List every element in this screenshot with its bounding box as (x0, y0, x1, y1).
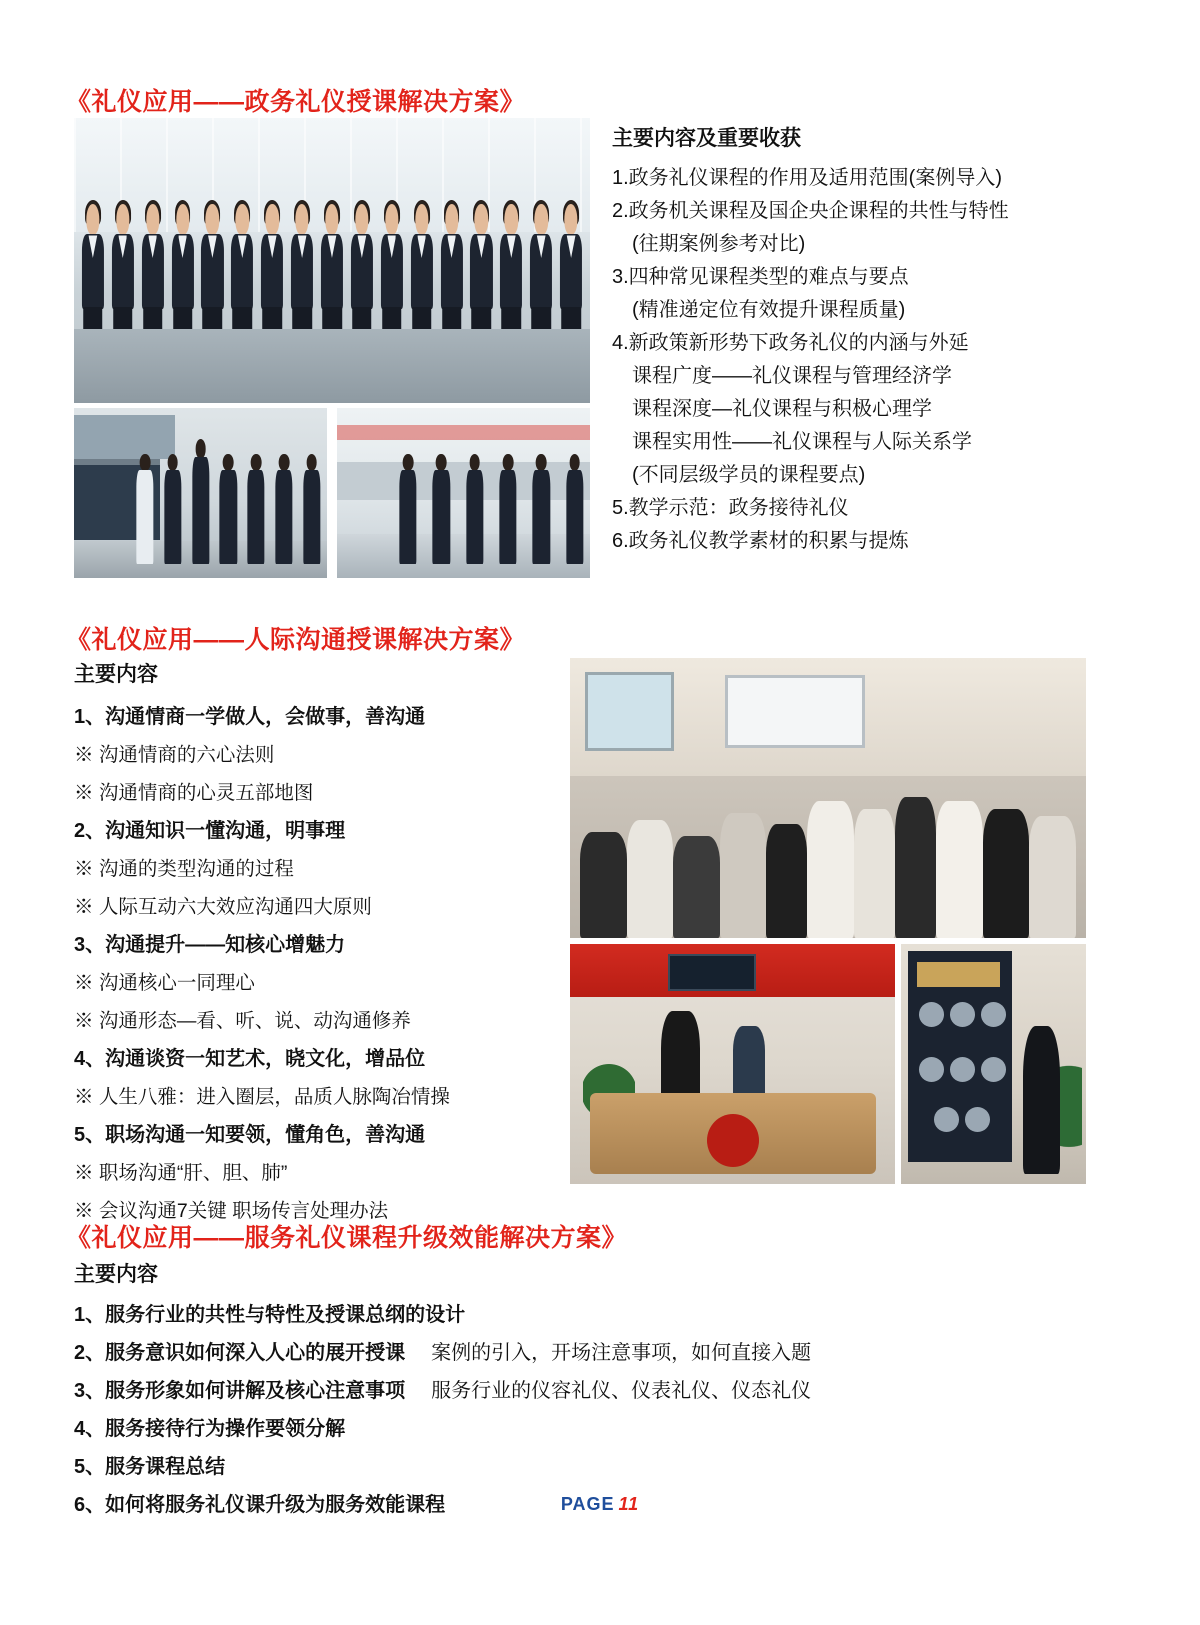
footer-label: PAGE (560, 1494, 615, 1514)
list-item: 4、沟通谈资一知艺术，晓文化，增品位 (74, 1048, 426, 1070)
list-item: ※ 沟通形态—看、听、说、动沟通修养 (74, 1010, 411, 1032)
page-footer (0, 1494, 1200, 1515)
section2-content (74, 658, 554, 1230)
list-item: ※ 沟通核心一同理心 (74, 972, 255, 994)
list-item (74, 1372, 1074, 1410)
list-item: 课程广度——礼仪课程与管理经济学 (632, 365, 952, 387)
list-item: 2、沟通知识一懂沟通，明事理 (74, 820, 346, 842)
list-item-note: 服务行业的仪容礼仪、仪表礼仪、仪态礼仪 (431, 1380, 812, 1402)
list-item: ※ 沟通情商的六心法则 (74, 744, 275, 766)
photo-constitution-promotion-service-desk (570, 944, 895, 1184)
photo-service-counter-lineup (74, 408, 327, 578)
section-title-service-etiquette: 《礼仪应用——服务礼仪课程升级效能解决方案》 (66, 1224, 628, 1252)
section3-content (74, 1258, 1074, 1524)
list-item: (往期案例参考对比) (632, 233, 806, 255)
list-item: 3、沟通提升——知核心增魅力 (74, 934, 346, 956)
section2-content-heading: 主要内容 (74, 663, 158, 686)
section-title-government-etiquette: 《礼仪应用——政务礼仪授课解决方案》 (66, 88, 526, 116)
photo-guest-speaker-poster-board (901, 944, 1086, 1184)
page-number: 11 (618, 1494, 640, 1514)
list-item-main: 2、服务意识如何深入人心的展开授课 (74, 1342, 406, 1364)
list-item (74, 1296, 1074, 1334)
list-item (74, 1410, 1074, 1448)
list-item-note: 案例的引入，开场注意事项，如何直接入题 (431, 1342, 812, 1364)
list-item: 5.教学示范：政务接待礼仪 (612, 497, 849, 519)
list-item: (精准递定位有效提升课程质量) (632, 299, 906, 321)
section1-content-heading: 主要内容及重要收获 (612, 127, 801, 150)
list-item: 1、沟通情商一学做人，会做事，善沟通 (74, 706, 426, 728)
list-item: (不同层级学员的课程要点) (632, 464, 866, 486)
list-item-main: 3、服务形象如何讲解及核心注意事项 (74, 1380, 406, 1402)
photo-hospital-lobby-staff-lineup (337, 408, 590, 578)
list-item-main: 4、服务接待行为操作要领分解 (74, 1418, 346, 1440)
list-item: 2.政务机关课程及国企央企课程的共性与特性 (612, 200, 1009, 222)
list-item-main: 5、服务课程总结 (74, 1456, 226, 1478)
section1-list (612, 162, 1122, 558)
list-item: 6.政务礼仪教学素材的积累与提炼 (612, 530, 909, 552)
list-item: 4.新政策新形势下政务礼仪的内涵与外延 (612, 332, 969, 354)
list-item (74, 1334, 1074, 1372)
list-item-main: 6、如何将服务礼仪课升级为服务效能课程 (74, 1494, 446, 1516)
list-item (74, 1448, 1074, 1486)
section1-content (612, 122, 1122, 558)
list-item-main: 1、服务行业的共性与特性及授课总纲的设计 (74, 1304, 466, 1326)
list-item: ※ 职场沟通“肝、胆、肺” (74, 1162, 288, 1184)
list-item: ※ 沟通的类型沟通的过程 (74, 858, 294, 880)
list-item: 5、职场沟通一知要领，懂角色，善沟通 (74, 1124, 426, 1146)
list-item: ※ 沟通情商的心灵五部地图 (74, 782, 314, 804)
section3-content-heading: 主要内容 (74, 1263, 158, 1286)
list-item: ※ 人际互动六大效应沟通四大原则 (74, 896, 372, 918)
list-item: 3.四种常见课程类型的难点与要点 (612, 266, 909, 288)
list-item: 课程深度—礼仪课程与积极心理学 (632, 398, 932, 420)
section-title-interpersonal-communication: 《礼仪应用——人际沟通授课解决方案》 (66, 626, 526, 654)
list-item: ※ 会议沟通7关键 职场传言处理办法 (74, 1200, 389, 1222)
list-item: 课程实用性——礼仪课程与人际关系学 (632, 431, 972, 453)
photo-row-of-staff-in-dark-uniforms (74, 118, 590, 403)
list-item: ※ 人生八雅：进入圈层，品质人脉陶冶情操 (74, 1086, 450, 1108)
photo-workshop-group-discussion (570, 658, 1086, 938)
list-item: 1.政务礼仪课程的作用及适用范围(案例导入) (612, 167, 1002, 189)
